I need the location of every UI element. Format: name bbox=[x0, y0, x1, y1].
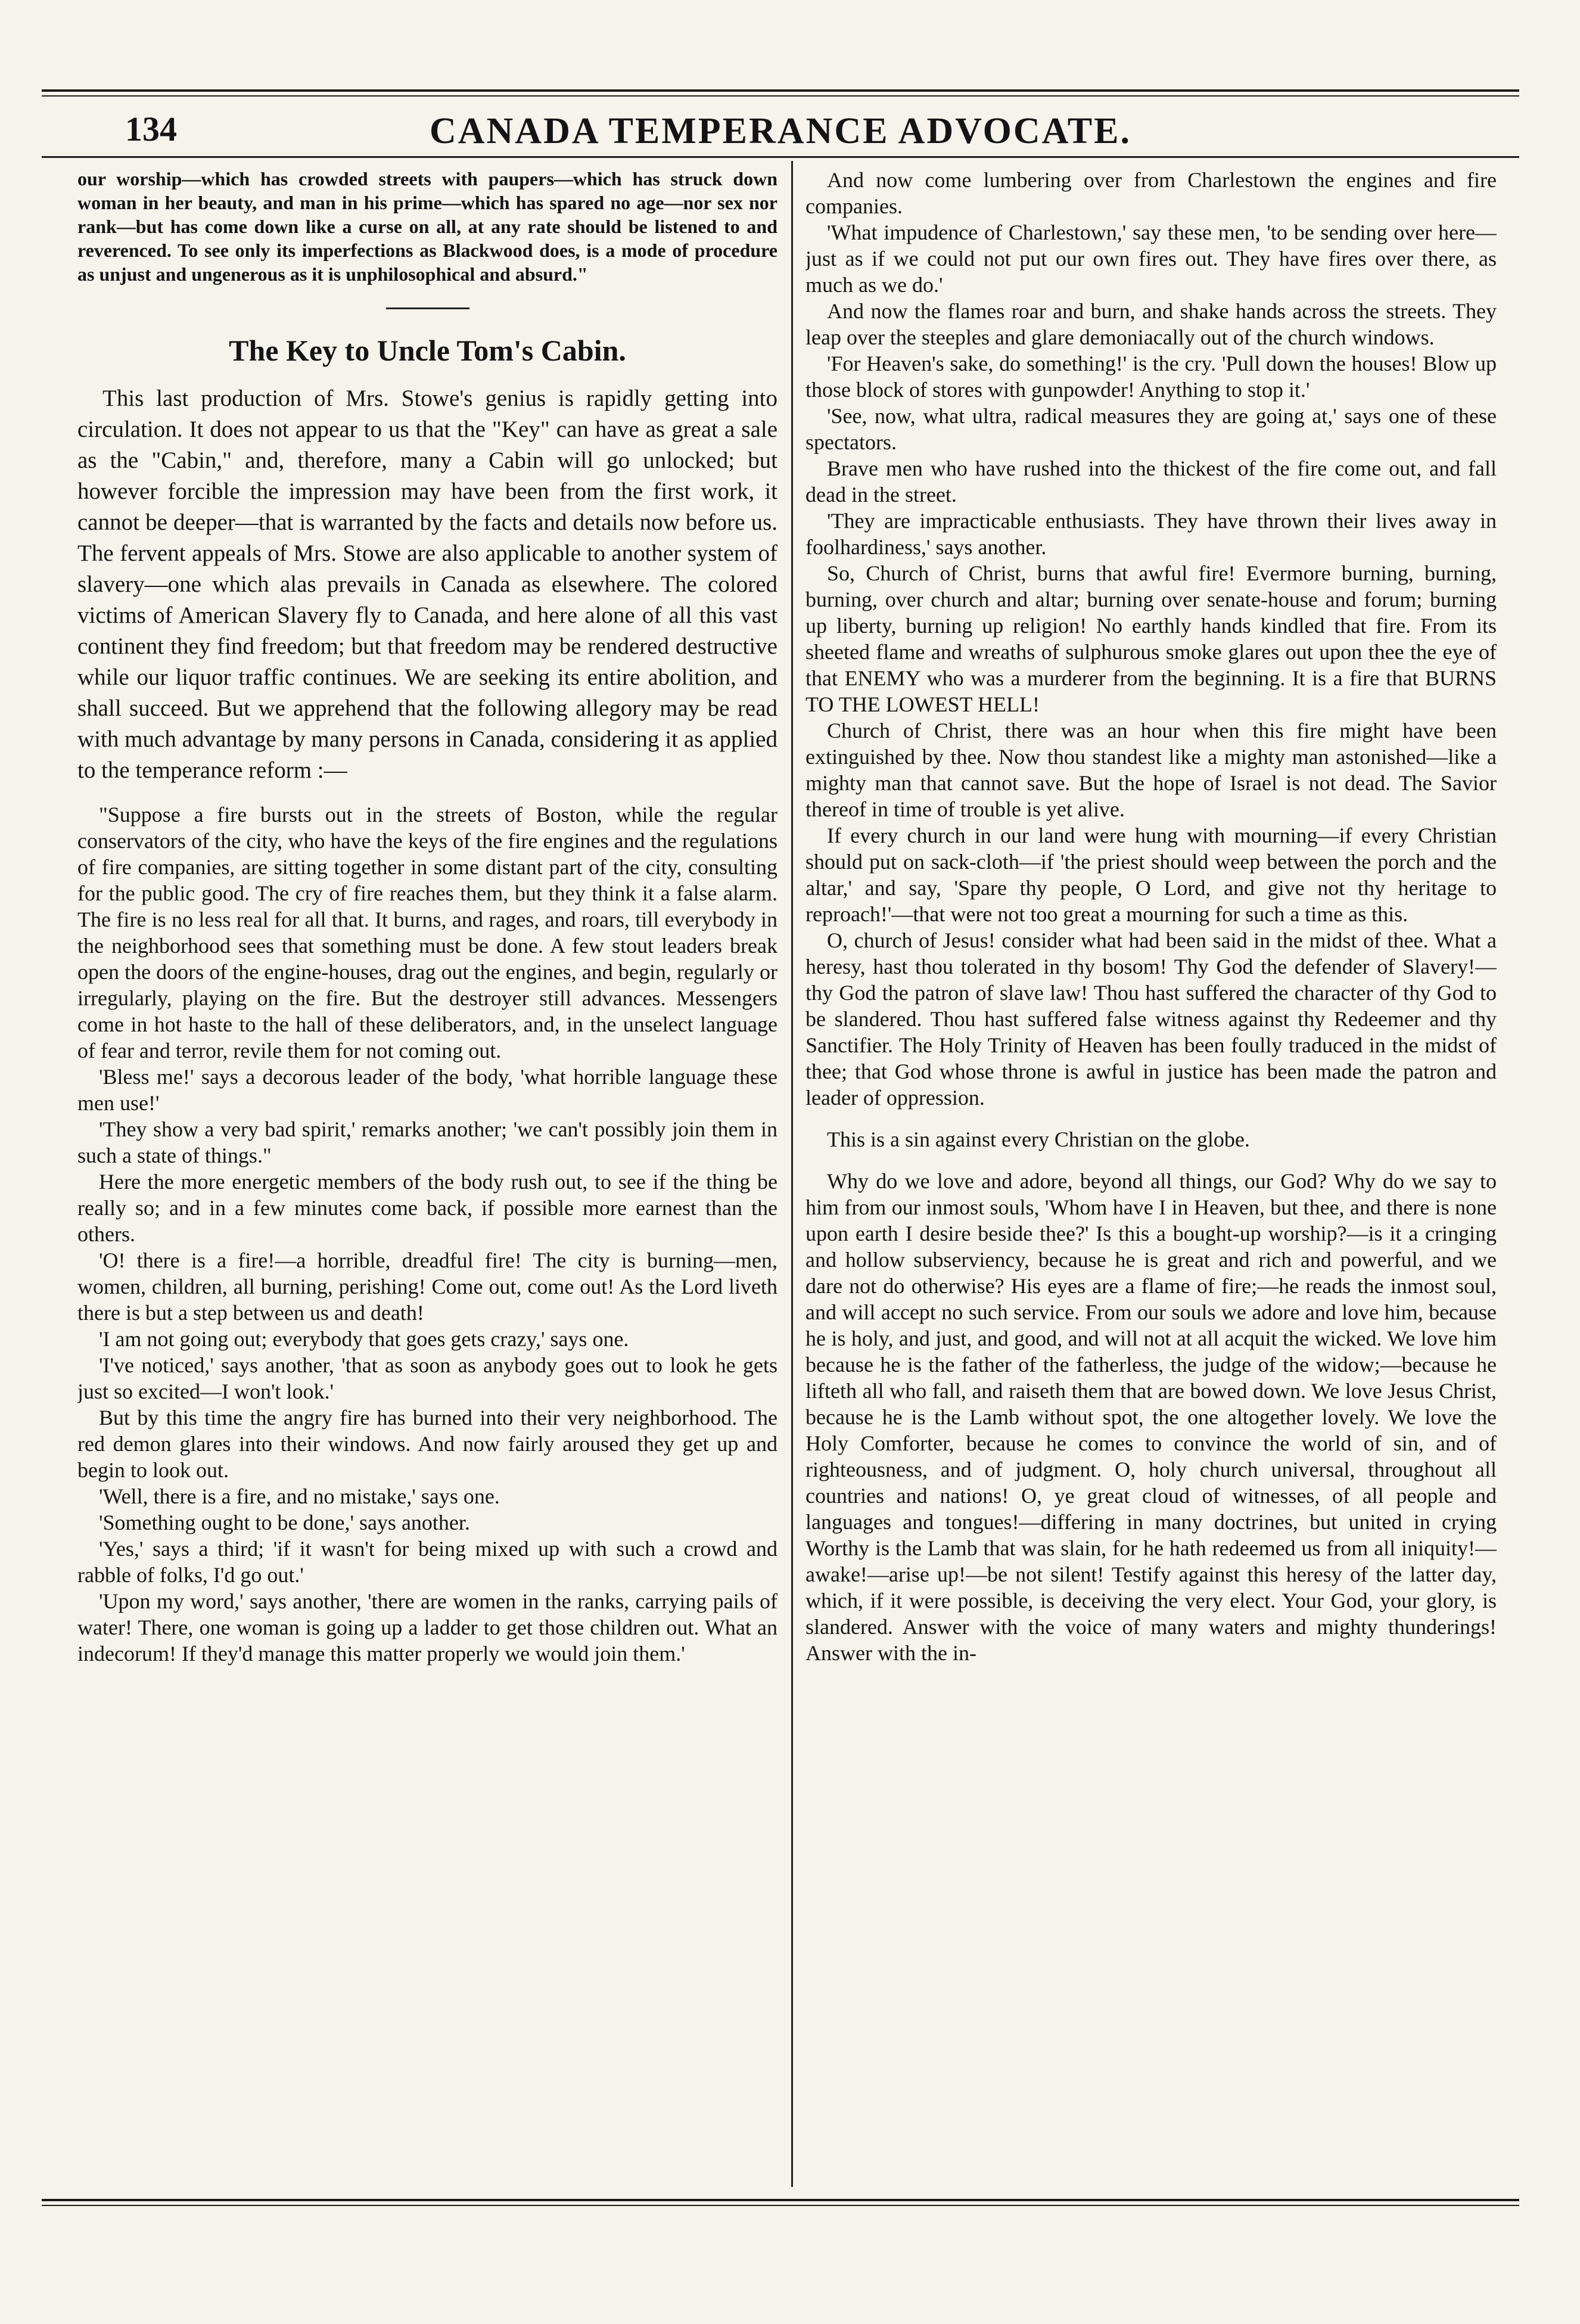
allegory-paragraph: If every church in our land were hung with mourning—if every Christian should put on sack-cloth—if 'the priest should weep between the porch and the altar,' and say, 'Spare thy people, O Lord, and give not thy heritage to reproach!'—that were not too great a mourning for such a time as this. bbox=[805, 824, 1497, 926]
page-number: 134 bbox=[125, 110, 177, 148]
allegory-paragraph: 'I've noticed,' says another, 'that as soon as anybody goes out to look he gets just so excited—I won't look.' bbox=[77, 1353, 777, 1403]
allegory-paragraph: And now come lumbering over from Charlestown the engines and fire companies. bbox=[805, 168, 1497, 218]
paragraph-gap bbox=[805, 1111, 1497, 1126]
allegory-paragraph: 'Well, there is a fire, and no mistake,' says one. bbox=[99, 1484, 500, 1508]
allegory-paragraph: Church of Christ, there was an hour when this fire might have been extinguished by thee. Now thou standest like a mighty man astonished—like a mighty man that cannot save. But the hope of Israel is not dead. The Savior thereof in time of trouble is yet alive. bbox=[805, 719, 1497, 821]
allegory-paragraph: So, Church of Christ, burns that awful fire! Evermore burning, burning, burning, over church and altar; burning over senate-house and forum; burning up liberty, burning up religion! No earthly hands kindled that fire. From its sheeted flame and wreaths of sulphurous smoke glares out upon thee the eye of that ENEMY who was a murderer from the beginning. It is a fire that BURNS TO THE LOWEST HELL! bbox=[805, 561, 1497, 716]
allegory-paragraph: And now the flames roar and burn, and shake hands across the streets. They leap over the steeples and glare demoniacally out of the church windows. bbox=[805, 299, 1497, 349]
allegory-paragraph: 'See, now, what ultra, radical measures they are going at,' says one of these spectators. bbox=[805, 404, 1497, 454]
allegory-paragraph: "Suppose a fire bursts out in the streets of Boston, while the regular conservators of the city, who have the keys of the fire engines and the regulations of fire companies, are sitting together in some distant part of the city, consulting for the public good. The cry of fire reaches them, but they think it a false alarm. The fire is no less real for all that. It burns, and rages, and roars, till everybody in the neighborhood sees that something must be done. A few stout leaders break open the doors of the engine-houses, drag out the engines, and begin, regularly or irregularly, playing on the fire. But the destroyer still advances. Messengers come in hot haste to the hall of these deliberators, and, in the unselect language of fear and terror, revile them for not coming out. bbox=[77, 803, 777, 1062]
header-rule bbox=[42, 156, 1519, 158]
allegory-paragraph: 'For Heaven's sake, do something!' is the cry. 'Pull down the houses! Blow up those block of stores with gunpowder! Anything to stop it.' bbox=[805, 352, 1497, 402]
article-separator bbox=[386, 307, 469, 309]
article-title: The Key to Uncle Tom's Cabin. bbox=[229, 334, 626, 367]
allegory-paragraph: 'Bless me!' says a decorous leader of the body, 'what horrible language these men use!' bbox=[77, 1065, 777, 1115]
allegory-paragraph: This is a sin against every Christian on the globe. bbox=[827, 1127, 1250, 1151]
top-border-rule bbox=[42, 89, 1519, 92]
allegory-paragraph: 'They are impracticable enthusiasts. They have thrown their lives away in foolhardiness,' says another. bbox=[805, 509, 1497, 559]
page-header bbox=[42, 104, 1519, 158]
top-border-rule-thin bbox=[42, 95, 1519, 97]
bottom-border-rule-thin bbox=[42, 2205, 1519, 2206]
allegory-paragraph: 'I am not going out; everybody that goes gets crazy,' says one. bbox=[99, 1327, 629, 1351]
allegory-paragraph: 'Upon my word,' says another, 'there are women in the ranks, carrying pails of water! There, one woman is going up a ladder to get those children out. What an indecorum! If they'd manage this matter properly we would join them.' bbox=[77, 1589, 777, 1666]
left-column bbox=[77, 167, 777, 2193]
continued-text: our worship—which has crowded streets with paupers—which has struck down woman in her beauty, and man in his prime—which has spared no age—nor sex nor rank—but has come down like a curse on all, at any rate should be listened to and reverenced. To see only its imperfections as Blackwood does, is a mode of procedure as unjust and ungenerous as it is unphilosophical and absurd." bbox=[77, 168, 777, 285]
paragraph-gap bbox=[77, 786, 777, 801]
allegory-paragraph: Here the more energetic members of the body rush out, to see if the thing be really so; and in a few minutes come back, if possible more earnest than the others. bbox=[77, 1170, 777, 1246]
allegory-paragraph: 'Yes,' says a third; 'if it wasn't for being mixed up with such a crowd and rabble of folks, I'd go out.' bbox=[77, 1537, 777, 1587]
allegory-paragraph: 'Something ought to be done,' says another. bbox=[99, 1511, 470, 1534]
allegory-paragraph: O, church of Jesus! consider what had been said in the midst of thee. What a heresy, hast thou tolerated in thy bosom! Thy God the defender of Slavery!—thy God the patron of slave law! Thou hast suffered the character of thy God to be slandered. Thou hast suffered false witness against thy Redeemer and thy Sanctifier. The Holy Trinity of Heaven has been foully traduced in the midst of thee; that God whose throne is awful in justice has been made the patron and leader of oppression. bbox=[805, 928, 1497, 1110]
allegory-paragraph: Why do we love and adore, beyond all things, our God? Why do we say to him from our inmost souls, 'Whom have I in Heaven, but thee, and there is none upon earth I desire beside thee?' Is this a bought-up worship?—is it a cringing and hollow subserviency, because he is great and rich and powerful, and we dare not do otherwise? His eyes are a flame of fire;—he reads the inmost soul, and will accept no such service. From our souls we adore and love him, because he is holy, and just, and good, and will not at all acquit the wicked. We love him because he is the father of the fatherless, the judge of the widow;—because he lifteth all who fall, and raiseth them that are bowed down. We love Jesus Christ, because he is the Lamb without spot, the one altogether lovely. We love the Holy Comforter, because he comes to convince the world of sin, and of righteousness, and of judgment. O, holy church universal, throughout all countries and nations! O, ye great cloud of witnesses, of all people and languages and tongues!—differing in many doctrines, but united in crying Worthy is the Lamb that was slain, for he hath redeemed us from all iniquity!—awake!—arise up!—be not silent! Testify against this heresy of the latter day, which, if it were possible, is deceiving the very elect. Your God, your glory, is slandered. Answer with the voice of many waters and mighty thunderings! Answer with the in- bbox=[805, 1169, 1497, 1665]
allegory-paragraph: 'O! there is a fire!—a horrible, dreadful fire! The city is burning—men, women, children, all burning, perishing! Come out, come out! As the Lord liveth there is but a step between us and death! bbox=[77, 1248, 777, 1325]
bottom-border-rule bbox=[42, 2199, 1519, 2201]
column-divider bbox=[791, 161, 793, 2187]
allegory-paragraph: 'What impudence of Charlestown,' say these men, 'to be sending over here—just as if we could not put our own fires out. They have fires over there, as much as we do.' bbox=[805, 220, 1497, 297]
allegory-paragraph: 'They show a very bad spirit,' remarks another; 'we can't possibly join them in such a state of things." bbox=[77, 1117, 777, 1167]
right-column bbox=[805, 167, 1497, 2193]
article-intro: This last production of Mrs. Stowe's genius is rapidly getting into circulation. It does not appear to us that the "Key" can have as great a sale as the "Cabin," and, therefore, many a Cabin will go unlocked; but however forcible the impression may have been from the first work, it cannot be deeper—that is warranted by the facts and details now before us. The fervent appeals of Mrs. Stowe are also applicable to another system of slavery—one which alas prevails in Canada as elsewhere. The colored victims of American Slavery fly to Canada, and here alone of all this vast continent they find freedom; but that freedom may be rendered destructive while our liquor traffic continues. We are seeking its entire abolition, and shall succeed. But we apprehend that the following allegory may be read with much advantage by many persons in Canada, considering it as applied to the temperance reform :— bbox=[77, 386, 777, 783]
masthead-title: CANADA TEMPERANCE ADVOCATE. bbox=[429, 111, 1132, 151]
allegory-paragraph: But by this time the angry fire has burned into their very neighborhood. The red demon glares into their windows. And now fairly aroused they get up and begin to look out. bbox=[77, 1406, 777, 1482]
allegory-paragraph: Brave men who have rushed into the thickest of the fire come out, and fall dead in the street. bbox=[805, 456, 1497, 507]
paragraph-gap bbox=[805, 1152, 1497, 1168]
